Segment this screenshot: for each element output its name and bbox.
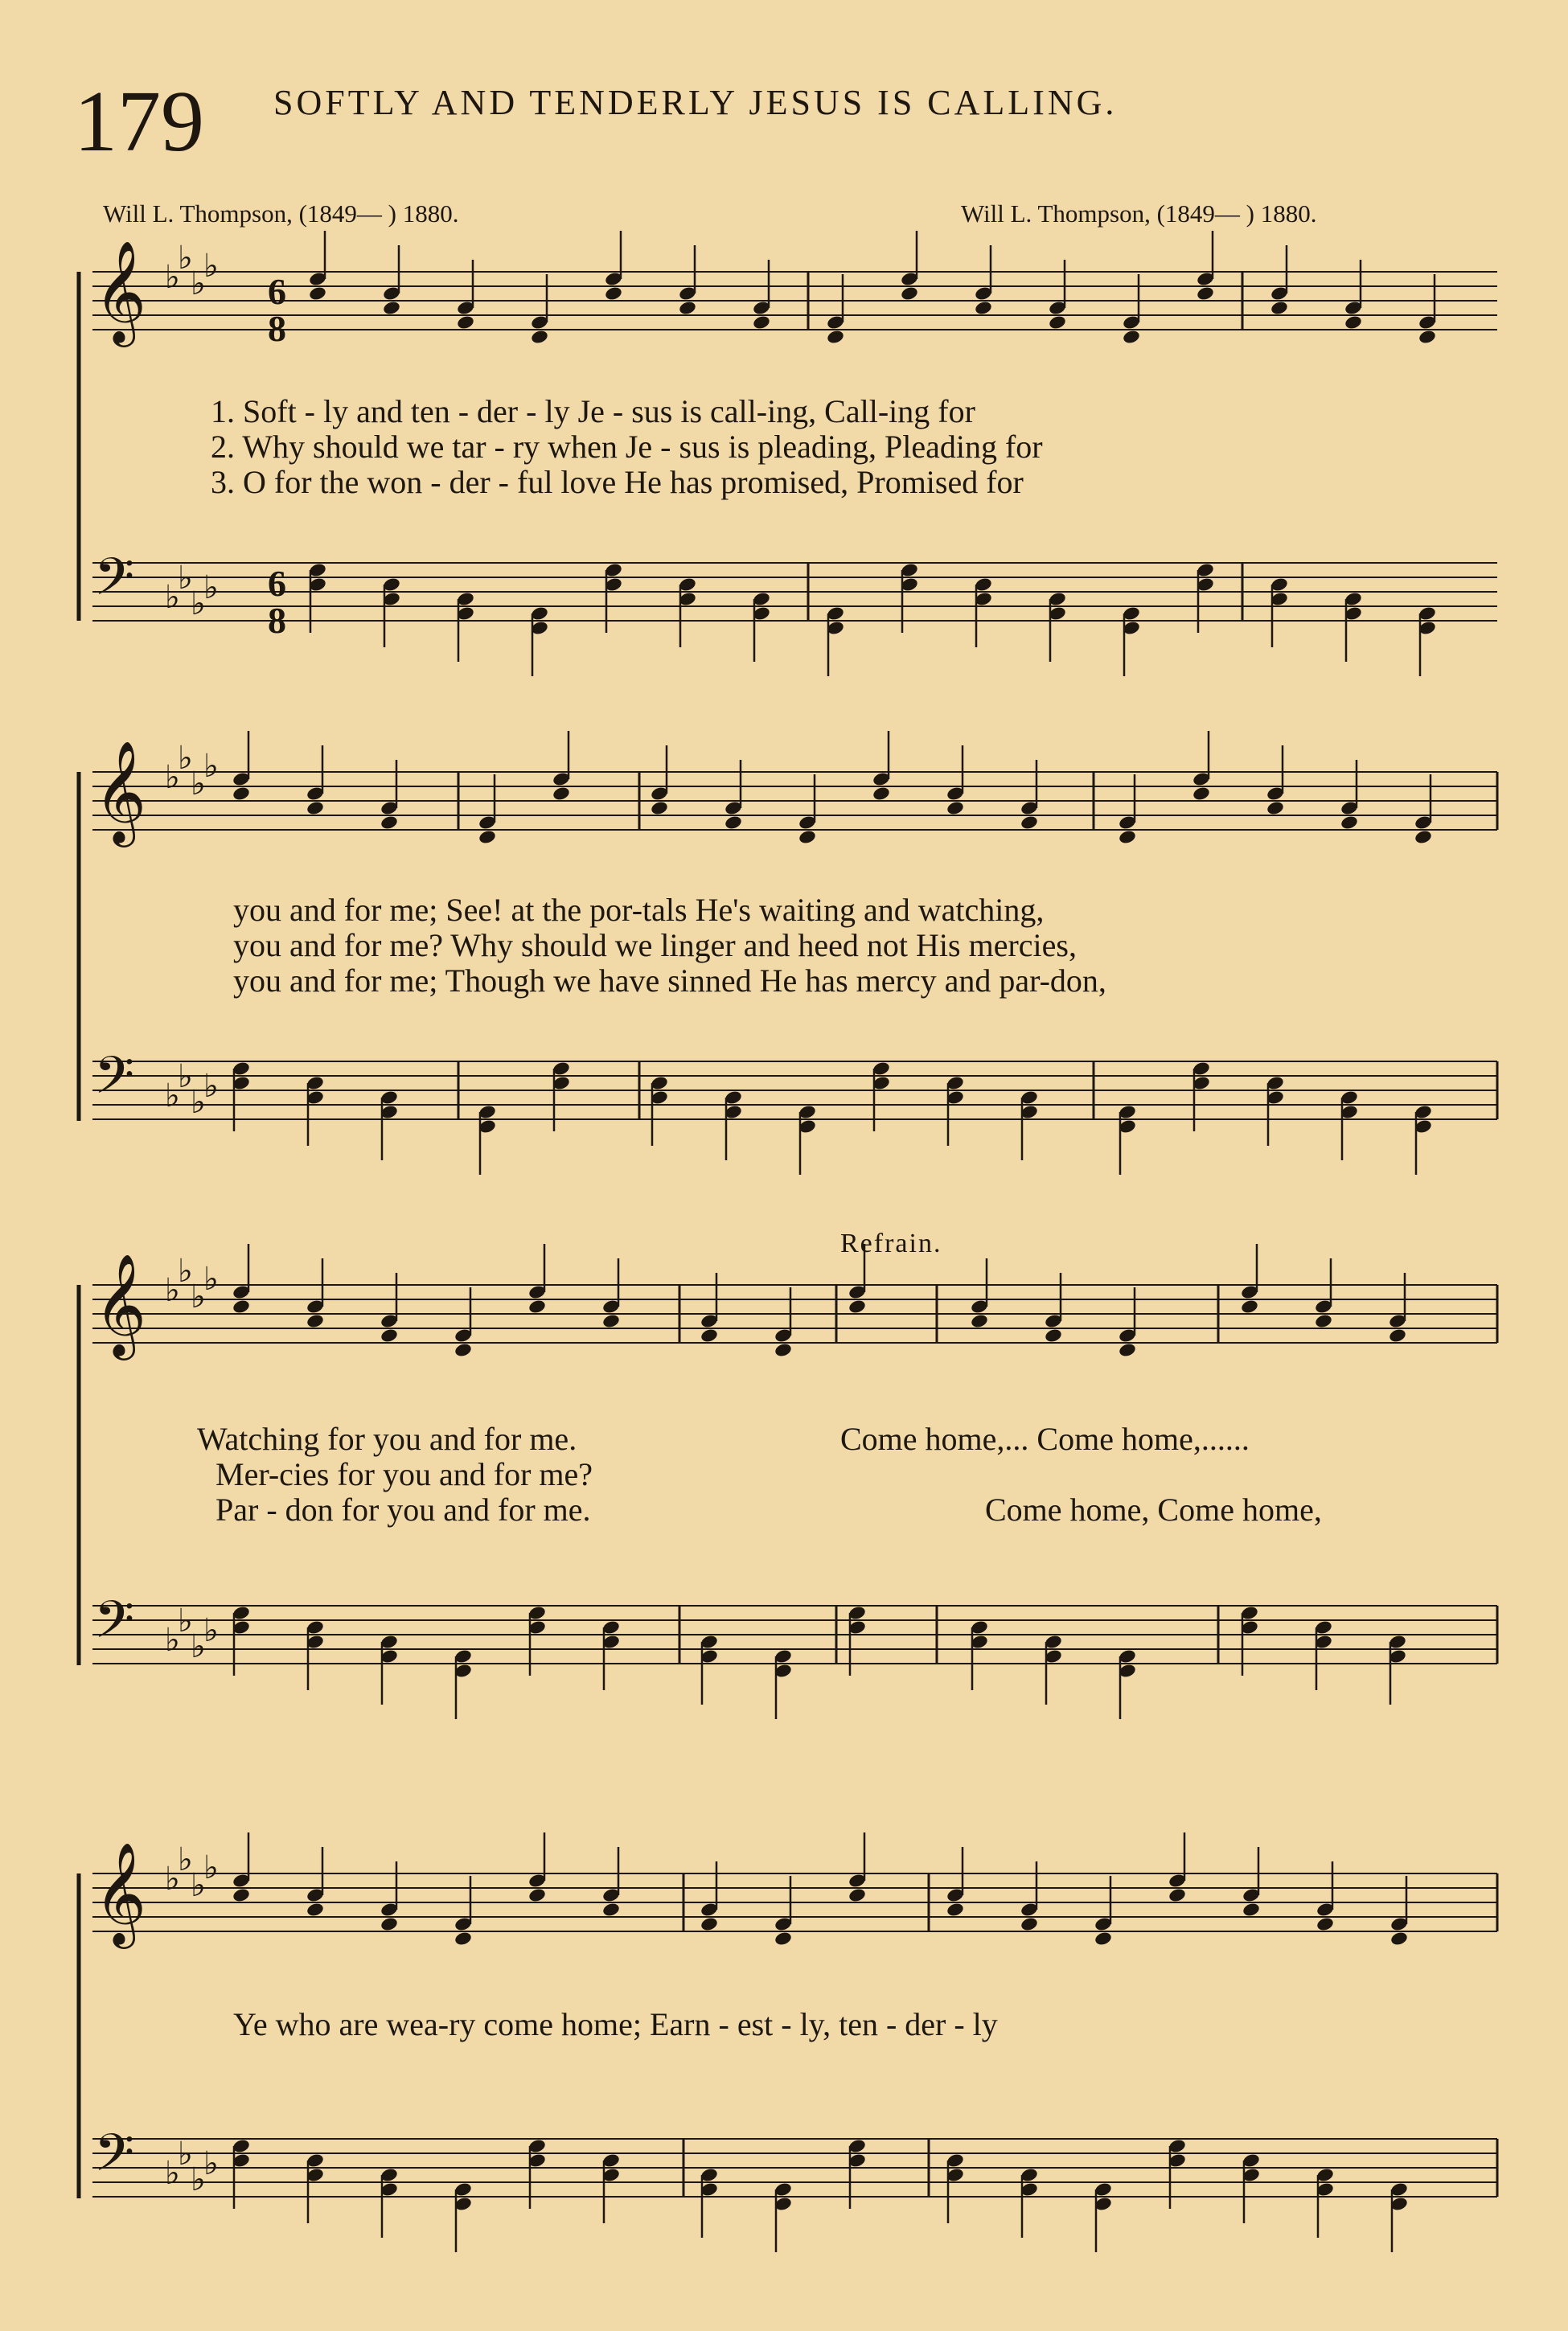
- flat-icon: ♭: [191, 585, 206, 622]
- bass-clef-icon: 𝄢: [94, 548, 135, 620]
- notehead: [872, 786, 891, 802]
- notehead: [848, 1299, 867, 1315]
- flat-icon: ♭: [203, 748, 219, 785]
- notehead: [456, 314, 475, 330]
- notehead: [974, 300, 993, 316]
- lyric-s3-v3: Par - don for you and for me.: [215, 1492, 591, 1528]
- notehead: [601, 1902, 621, 1918]
- notehead: [848, 1887, 867, 1903]
- flat-icon: ♭: [191, 1628, 206, 1665]
- notehead: [530, 329, 549, 345]
- notehead: [308, 285, 327, 302]
- notehead: [1048, 314, 1067, 330]
- notehead: [774, 1931, 793, 1947]
- flat-icon: ♭: [191, 2161, 206, 2198]
- notehead: [232, 1299, 251, 1315]
- flat-icon: ♭: [178, 1253, 193, 1290]
- lyric-s2-v1: you and for me; See! at the por-tals He's waiting and watching,: [233, 892, 1045, 928]
- notehead: [1314, 1313, 1333, 1329]
- lyric-s1-v2: 2. Why should we tar - ry when Je - sus is pleading, Pleading for: [211, 429, 1043, 465]
- words-credit: Will L. Thompson, (1849— ) 1880.: [103, 199, 459, 228]
- flat-icon: ♭: [165, 1622, 180, 1659]
- notehead: [1094, 1931, 1113, 1947]
- notehead: [1118, 829, 1137, 845]
- notehead: [1414, 829, 1433, 845]
- flat-icon: ♭: [203, 1849, 219, 1886]
- lyric-s4-v1: Ye who are wea-ry come home; Earn - est - ly, ten - der - ly: [233, 2006, 998, 2042]
- flat-icon: ♭: [178, 240, 193, 277]
- notehead: [454, 1931, 473, 1947]
- bass-clef-icon: 𝄢: [94, 1046, 135, 1118]
- flat-icon: ♭: [191, 765, 206, 802]
- flat-icon: ♭: [191, 265, 206, 302]
- hymn-title: SOFTLY AND TENDERLY JESUS IS CALLING.: [273, 83, 1118, 122]
- notehead: [232, 1887, 251, 1903]
- refrain-label: Refrain.: [840, 1229, 942, 1258]
- time-sig-treble-bottom: 8: [268, 308, 286, 349]
- flat-icon: ♭: [165, 759, 180, 796]
- flat-icon: ♭: [203, 1068, 219, 1105]
- time-sig-bass-top: 6: [268, 563, 286, 604]
- notehead: [527, 1887, 547, 1903]
- notehead: [946, 800, 965, 816]
- lyric-s2-v2: you and for me? Why should we linger and heed not His mercies,: [233, 927, 1077, 963]
- notehead: [900, 285, 919, 302]
- flat-icon: ♭: [203, 2145, 219, 2182]
- flat-icon: ♭: [165, 1861, 180, 1898]
- notehead: [380, 815, 399, 831]
- notehead: [604, 285, 623, 302]
- notehead: [752, 314, 771, 330]
- notehead: [700, 1328, 719, 1344]
- notehead: [1118, 1342, 1137, 1358]
- notehead: [478, 829, 497, 845]
- lyric-s3-v1: Watching for you and for me.: [197, 1421, 577, 1457]
- notehead: [1044, 1328, 1063, 1344]
- flat-icon: ♭: [178, 1603, 193, 1639]
- notehead: [798, 829, 817, 845]
- flat-icon: ♭: [178, 740, 193, 777]
- treble-clef-icon: 𝄞: [94, 1841, 147, 1944]
- flat-icon: ♭: [203, 1261, 219, 1298]
- notehead: [1242, 1902, 1261, 1918]
- time-sig-treble-top: 6: [268, 271, 286, 312]
- flat-icon: ♭: [165, 259, 180, 296]
- refrain-lyric-bottom: Come home, Come home,: [985, 1492, 1322, 1528]
- flat-icon: ♭: [165, 579, 180, 616]
- notehead: [380, 1328, 399, 1344]
- notehead: [454, 1342, 473, 1358]
- flat-icon: ♭: [203, 248, 219, 285]
- notehead: [306, 1313, 325, 1329]
- flat-icon: ♭: [191, 1867, 206, 1904]
- notehead: [1344, 314, 1363, 330]
- notehead: [1020, 1916, 1039, 1932]
- notehead: [306, 800, 325, 816]
- notehead: [380, 1916, 399, 1932]
- hymn-number: 179: [74, 74, 204, 170]
- notehead: [1196, 285, 1215, 302]
- notehead: [1192, 786, 1211, 802]
- notehead: [232, 786, 251, 802]
- notehead: [1020, 815, 1039, 831]
- music-credit: Will L. Thompson, (1849— ) 1880.: [961, 199, 1317, 228]
- lyric-s3-v2: Mer-cies for you and for me?: [215, 1456, 593, 1492]
- lyric-s1-v1: 1. Soft - ly and ten - der - ly Je - sus is call-ing, Call-ing for: [211, 393, 975, 429]
- notehead: [1168, 1887, 1187, 1903]
- flat-icon: ♭: [165, 2155, 180, 2192]
- lyric-s1-v3: 3. O for the won - der - ful love He has promised, Promised for: [211, 464, 1024, 500]
- notehead: [1316, 1916, 1335, 1932]
- notehead: [1418, 329, 1437, 345]
- lyric-s2-v3: you and for me; Though we have sinned He has mercy and par-don,: [233, 962, 1106, 999]
- notehead: [774, 1342, 793, 1358]
- notehead: [1388, 1328, 1407, 1344]
- notehead: [1389, 1931, 1409, 1947]
- notehead: [1122, 329, 1141, 345]
- notehead: [552, 786, 571, 802]
- notehead: [1340, 815, 1359, 831]
- flat-icon: ♭: [165, 1077, 180, 1114]
- flat-icon: ♭: [203, 1612, 219, 1649]
- treble-clef-icon: 𝄞: [94, 240, 147, 343]
- bass-clef-icon: 𝄢: [94, 2124, 135, 2196]
- notehead: [826, 329, 845, 345]
- time-sig-bass-bottom: 8: [268, 600, 286, 641]
- notehead: [306, 1902, 325, 1918]
- flat-icon: ♭: [191, 1084, 206, 1121]
- flat-icon: ♭: [178, 2136, 193, 2173]
- flat-icon: ♭: [178, 560, 193, 597]
- bass-clef-icon: 𝄢: [94, 1590, 135, 1663]
- refrain-lyric-top: Come home,... Come home,......: [840, 1421, 1250, 1457]
- notehead: [678, 300, 697, 316]
- notehead: [527, 1299, 547, 1315]
- notehead: [601, 1313, 621, 1329]
- notehead: [700, 1916, 719, 1932]
- notehead: [382, 300, 401, 316]
- treble-clef-icon: 𝄞: [94, 1253, 147, 1356]
- flat-icon: ♭: [191, 1278, 206, 1315]
- notehead: [1270, 300, 1289, 316]
- flat-icon: ♭: [203, 569, 219, 606]
- notehead: [970, 1313, 989, 1329]
- flat-icon: ♭: [178, 1058, 193, 1095]
- notehead: [1240, 1299, 1259, 1315]
- flat-icon: ♭: [178, 1841, 193, 1878]
- flat-icon: ♭: [165, 1272, 180, 1309]
- notehead: [946, 1902, 965, 1918]
- notehead: [1266, 800, 1285, 816]
- treble-clef-icon: 𝄞: [94, 740, 147, 843]
- notehead: [724, 815, 743, 831]
- notehead: [650, 800, 669, 816]
